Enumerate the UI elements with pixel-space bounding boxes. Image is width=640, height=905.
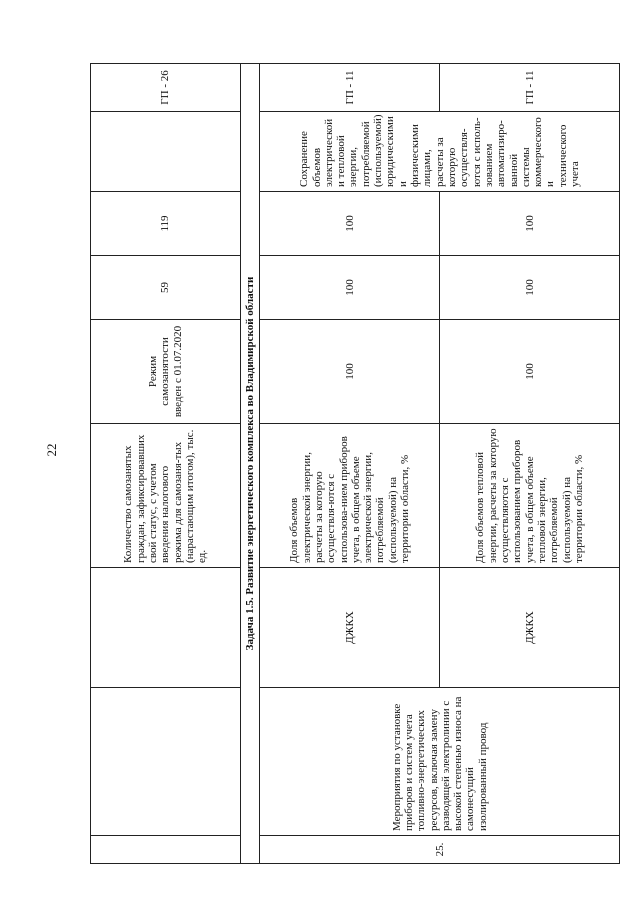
source-prev: ГП - 26: [91, 64, 241, 112]
executor-2: ДЖКХ: [440, 568, 620, 688]
row-number: 25.: [260, 836, 620, 864]
measures-table: [90, 63, 620, 864]
value-1-2: 100: [260, 192, 440, 256]
page-number: 22: [44, 443, 59, 457]
cell-num-prev: [91, 836, 241, 864]
value-2-2: 100: [440, 192, 620, 256]
base-value-2: 100: [440, 320, 620, 424]
source-2: ГП - 11: [440, 64, 620, 112]
value-prev-1: 59: [91, 256, 241, 320]
indicator-1: Доля объемов электрической энергии, расчеты за которую осуществля-ются с использова-нием приборов учета, в общем объеме электрической энергии, потребляемой (используемой) на территории области, %: [260, 424, 440, 568]
result-prev: [91, 112, 241, 192]
cell-measure-prev: [91, 688, 241, 836]
cell-executor-prev: [91, 568, 241, 688]
indicator-2: Доля объемов тепловой энергии, расчеты за которую осуществляются с использованием приборов учета, в общем объеме тепловой энергии, потребляемой (используемой) на территории области, %: [440, 424, 620, 568]
value-2-1: 100: [440, 256, 620, 320]
result-text: Сохранение объемов электрической и тепловой энергии, потребляемой (используемой) юридическими и физическими лицами, расчеты за которую осуществля-ются с исполь-зованием автоматизиро-ванной системы коммерческого и технического учета: [260, 112, 620, 192]
value-prev-2: 119: [91, 192, 241, 256]
measure-text: Мероприятия по установке приборов и систем учета топливно-энергетических ресурсов, включая замену разводящей электролинии с высокой степенью износа на самонесущий изолированный провод: [260, 688, 620, 836]
base-value-1: 100: [260, 320, 440, 424]
table-row-prev: [91, 64, 241, 864]
base-value-prev: Режим самозанятости введен с 01.07.2020: [91, 320, 241, 424]
task-row: [241, 64, 260, 864]
task-title: Задача 1.5. Развитие энергетического комплекса во Владимирской области: [241, 64, 260, 864]
value-1-1: 100: [260, 256, 440, 320]
rotated-table-wrapper: [90, 64, 614, 864]
executor-1: ДЖКХ: [260, 568, 440, 688]
indicator-prev: Количество самозанятых граждан, зафиксировавших свой статус, с учетом введения налогового режима для самозаня-тых (нарастающим итогом), тыс. ед.: [91, 424, 241, 568]
source-1: ГП - 11: [260, 64, 440, 112]
table-row-25a: [260, 64, 440, 864]
